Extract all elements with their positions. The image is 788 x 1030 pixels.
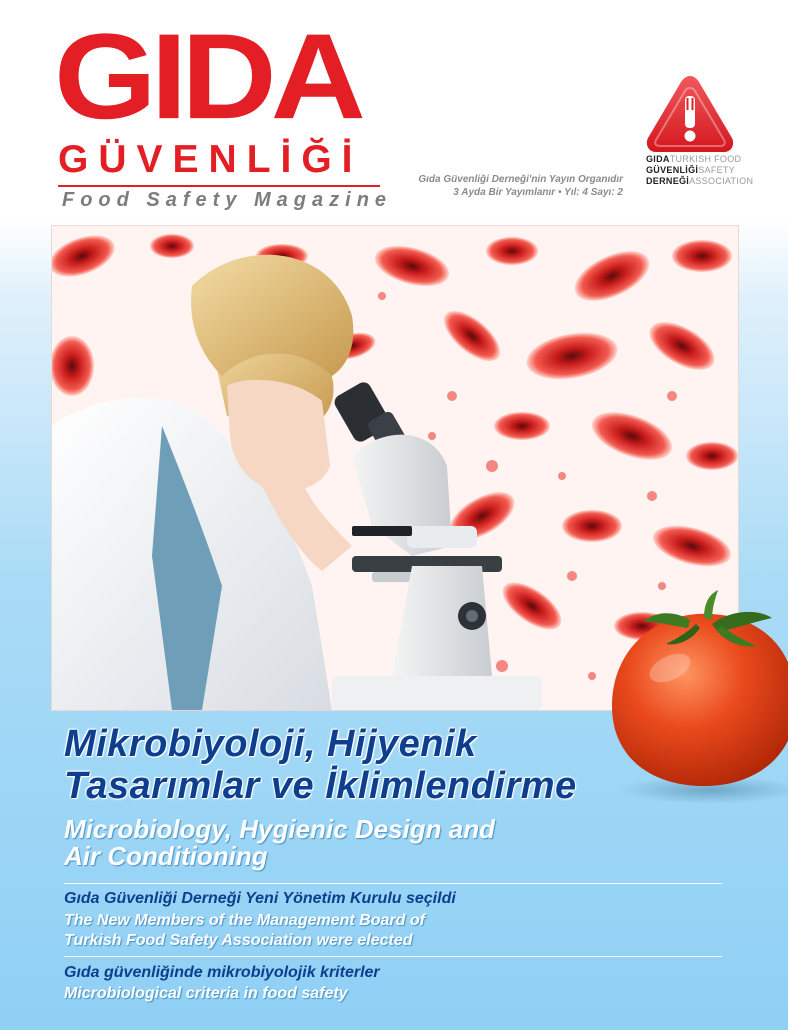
assoc-row1-dark: GIDA: [646, 154, 670, 164]
tomato-image: [600, 588, 788, 808]
assoc-row1-light: TURKISH FOOD: [669, 154, 742, 164]
assoc-row2-light: SAFETY: [698, 165, 736, 175]
cover-title-tr-line-2: Tasarımlar ve İklimlendirme: [64, 765, 577, 807]
masthead: [0, 0, 788, 218]
cover-title-en-line-1: Microbiology, Hygienic Design and: [64, 814, 495, 844]
cover-title-en-line-2: Air Conditioning: [64, 841, 268, 871]
magazine-english-title: Food Safety Magazine: [62, 189, 393, 211]
assoc-row2-dark: GÜVENLİĞİ: [646, 165, 699, 175]
news-2-title-tr: Gıda güvenliğinde mikrobiyolojik kriterler: [64, 964, 380, 981]
publication-tagline: [418, 173, 623, 199]
tagline-line-2: 3 Ayda Bir Yayımlanır • Yıl: 4 Sayı: 2: [453, 187, 623, 198]
news-1-title-en-line-2: Turkish Food Safety Association were elected: [64, 932, 413, 949]
assoc-row3-light: ASSOCIATION: [689, 176, 754, 186]
divider-1: [64, 883, 722, 884]
news-2-title-en: Microbiological criteria in food safety: [64, 985, 348, 1002]
news-1-title-en-line-1: The New Members of the Management Board of: [64, 912, 425, 929]
association-name: [646, 154, 756, 187]
tagline-line-1: Gıda Güvenliği Derneği'nin Yayın Organıdır: [418, 174, 623, 185]
magazine-title: GIDA: [54, 8, 360, 144]
assoc-row3-dark: DERNEĞİ: [646, 176, 690, 186]
exclamation-triangle-icon: [642, 72, 738, 156]
magazine-subtitle: GÜVENLİĞİ: [58, 138, 363, 181]
cover-title-tr-line-1: Mikrobiyoloji, Hijyenik: [64, 723, 477, 765]
news-1-title-tr: Gıda Güvenliği Derneği Yeni Yönetim Kurulu seçildi: [64, 890, 456, 907]
divider-2: [64, 956, 722, 957]
masthead-rule: [58, 185, 380, 187]
